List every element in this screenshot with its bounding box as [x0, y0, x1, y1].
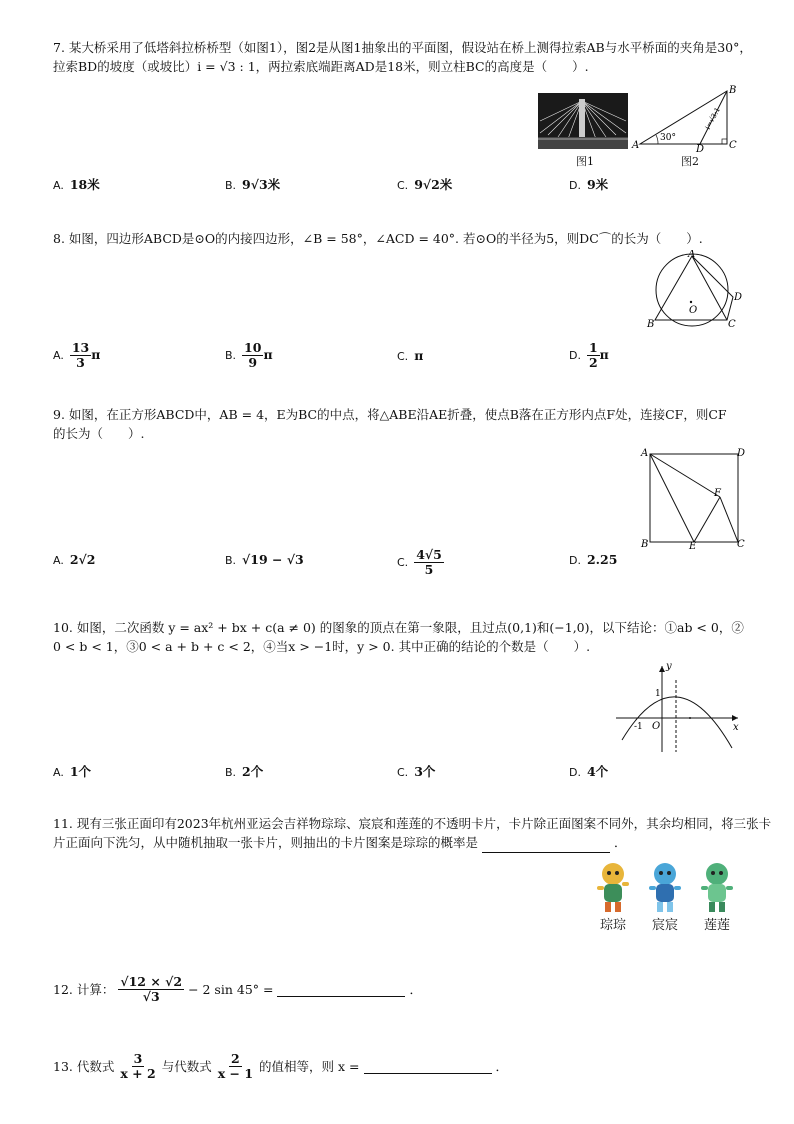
q7-option-b[interactable]: B. 9√3米: [225, 177, 281, 192]
fig2-label-d: D: [696, 144, 705, 152]
q8-option-b[interactable]: B. $\frac{10}{9}$ π: [225, 340, 273, 370]
q11-line1: 11. 现有三张正面印有2023年杭州亚运会吉祥物琮琮、宸宸和莲莲的不透明卡片，卡片除正面图案不同外，其余均相同，将三张卡: [53, 816, 772, 831]
q10-option-c[interactable]: C. 3个: [397, 764, 436, 779]
fig8-label-c: C: [728, 319, 736, 330]
q9-option-d[interactable]: D. 2.25: [569, 552, 618, 567]
q10-line1: 10. 如图，二次函数 y = ax² + bx + c(a ≠ 0) 的图象的顶点在第一象限，且过点(0,1)和(−1,0)，以下结论：①ab < 0，②: [53, 620, 744, 635]
q9-option-a[interactable]: A. 2√2: [53, 552, 96, 567]
fig8-label-d: D: [734, 292, 742, 303]
q7-option-d[interactable]: D. 9米: [569, 177, 609, 192]
q13-answer-blank[interactable]: [364, 1059, 492, 1074]
q9-option-b[interactable]: B. √19 − √3: [225, 552, 304, 567]
bridge-photo: [538, 93, 628, 149]
fig2-label-c: C: [729, 140, 737, 151]
fig9-label-a: A: [641, 448, 649, 459]
q10-parabola-figure: [612, 660, 744, 754]
mascot-chenchen-label: 宸宸: [651, 918, 678, 933]
fig9-label-f: F: [714, 488, 721, 499]
fig8-label-o: O: [689, 305, 698, 316]
mascot-lianlian-label: 莲莲: [703, 918, 730, 933]
mascots-illustration: [589, 860, 749, 914]
fig2-label-a: A: [632, 140, 640, 151]
q13-line: 13. 代数式 $\frac{3}{x + 2}$ 与代数式 $\frac{2}{x - 1}$ 的值相等，则 x = ．: [53, 1051, 509, 1081]
q10-option-d[interactable]: D. 4个: [569, 764, 609, 779]
q11-line2: 片正面向下洗匀，从中随机抽取一张卡片，则抽出的卡片图案是琮琮的概率是 ．: [53, 833, 627, 853]
q10-option-a[interactable]: A. 1个: [53, 764, 92, 779]
fig2-label-slope: i=√3:1: [703, 106, 722, 131]
fig8-label-b: B: [647, 319, 655, 330]
q9-option-c[interactable]: C. $\frac{4√5}{5}$: [397, 547, 442, 577]
q8-option-a[interactable]: A. $\frac{13}{3}$ π: [53, 340, 101, 370]
fig10-label-neg-one: -1: [634, 722, 643, 732]
mascot-congcong-label: 琮琮: [599, 918, 626, 933]
q7-option-c[interactable]: C. 9√2米: [397, 177, 453, 192]
q10-line2: 0 < b < 1，③0 < a + b + c < 2，④当x > −1时，y > 0. 其中正确的结论的个数是（ ）.: [53, 639, 591, 654]
fig2-label-angle: 30°: [660, 133, 676, 143]
fig8-label-a: A: [688, 250, 696, 260]
fig10-label-o: O: [652, 721, 661, 732]
mascot-lianlian-icon: [701, 863, 733, 912]
fig10-label-x: x: [733, 722, 739, 733]
fig9-label-d: D: [737, 448, 746, 459]
q9-line1: 9. 如图，在正方形ABCD中，AB = 4，E为BC的中点，将△ABE沿AE折叠，使点B落在正方形内点F处，连接CF，则CF: [53, 407, 727, 422]
fig9-label-c: C: [737, 539, 745, 550]
q8-option-c[interactable]: C. π: [397, 348, 424, 363]
q12-answer-blank[interactable]: [277, 982, 405, 997]
q8-circle-figure: [642, 250, 742, 334]
figure-2-caption: 图2: [681, 155, 699, 168]
mascot-chenchen-icon: [649, 863, 681, 912]
mascot-congcong-icon: [597, 863, 629, 912]
q7-figure-2: [630, 82, 740, 152]
q11-answer-blank[interactable]: [482, 833, 610, 853]
q7-line2: 拉索BD的坡度（或坡比）i = √3 : 1，两拉索底端距离AD是18米，则立柱BC的高度是（ ）.: [53, 59, 589, 74]
fig10-label-one: 1: [655, 689, 661, 699]
q10-option-b[interactable]: B. 2个: [225, 764, 264, 779]
q8-line1: 8. 如图，四边形ABCD是⊙O的内接四边形，∠B = 58°，∠ACD = 40°. 若⊙O的半径为5，则DC⌒的长为（ ）.: [53, 231, 703, 246]
q9-line2: 的长为（ ）.: [53, 426, 145, 441]
q12-line: 12. 计算： $\frac{√12 \times √2}{√3}$ − 2 sin 45° = ．: [53, 974, 422, 1004]
fig9-label-b: B: [641, 539, 649, 550]
q7-option-a[interactable]: A. 18米: [53, 177, 100, 192]
fig2-label-b: B: [729, 85, 737, 96]
q8-option-d[interactable]: D. $\frac{1}{2}$ π: [569, 340, 609, 370]
fig9-label-e: E: [689, 541, 697, 550]
fig10-label-y: y: [666, 661, 672, 672]
figure-1-caption: 图1: [576, 155, 594, 168]
q7-line1: 7. 某大桥采用了低塔斜拉桥桥型（如图1），图2是从图1抽象出的平面图，假设站在桥上测得拉索AB与水平桥面的夹角是30°，: [53, 40, 752, 55]
q9-square-figure: [638, 446, 748, 550]
